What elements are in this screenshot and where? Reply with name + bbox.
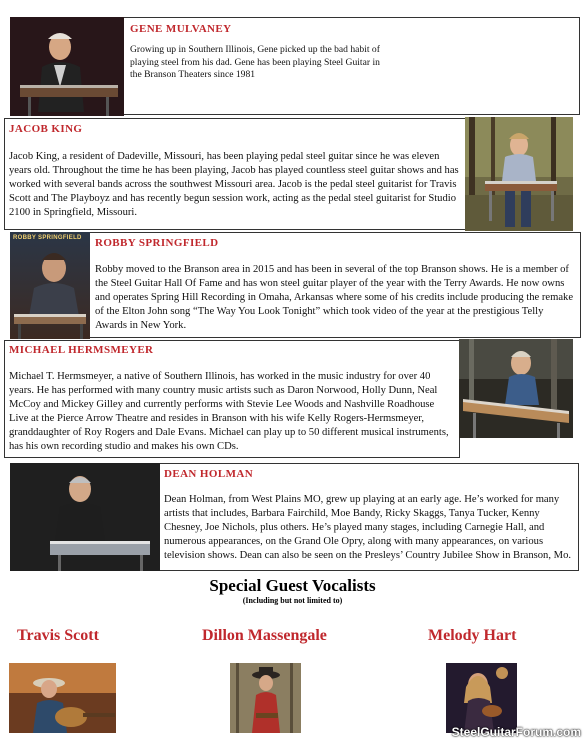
- musician-name: GENE MULVANEY: [130, 23, 232, 35]
- photo-melody-hart: [446, 663, 517, 733]
- musician-bio: Jacob King, a resident of Dadeville, Missouri, has been playing pedal steel guitar since he was eleven years old. Throughout the time he has been playing, Jacob has played countless steel guitar shows and has worked with several bands across the southwest Missouri area. Jacob is the pedal steel guitarist for Travis Scott and The Playboyz and has recently begun session work, acting as the pedal steel guitarist for Studio 2100 in Springfield, Missouri.: [9, 151, 459, 218]
- photo-robby-springfield: [10, 232, 90, 339]
- vocalist-name-melody-hart: Melody Hart: [428, 627, 517, 644]
- vocalist-name-dillon-massengale: Dillon Massengale: [202, 627, 327, 644]
- vocalist-name-travis-scott: Travis Scott: [17, 627, 99, 644]
- musician-bio: Michael T. Hermsmeyer, a native of Southern Illinois, has worked in the music industry for over 40 years. He has performed with many country music artists such as Daron Norwood, Holly Dunn, Neal McCoy and Mickey Gilley and currently performs with Stevie Lee Woods and Nashville Roadhouse Live at the Pierce Arrow Theatre and resides in Branson with his wife Kelly Rogers-Hermsmeyer, granddaughter of Roy Rogers and Dale Evans. Michael can play up to 50 different musical instruments, has his own recording studio and makes his own CDs.: [9, 371, 449, 452]
- photo-caption: ROBBY SPRINGFIELD: [13, 235, 82, 241]
- photo-dean-holman: [10, 463, 160, 571]
- photo-jacob-king: [465, 117, 573, 231]
- photo-travis-scott: [9, 663, 116, 733]
- musician-name: JACOB KING: [9, 123, 83, 135]
- musician-bio: Robby moved to the Branson area in 2015 and has been in several of the top Branson shows. He is a member of the Steel Guitar Hall Of Fame and has won steel guitar player of the year with the Terry Awards. He now owns and operates Spring Hill Recording in Omaha, Arkansas where some of his credits include producing the remake of the Elton John song “The Way You Look Tonight” which took video of the year at the prestigious Telly Awards in New York.: [95, 264, 574, 331]
- musician-name: MICHAEL HERMSMEYER: [9, 344, 154, 356]
- photo-gene-mulvaney: [10, 17, 124, 116]
- watermark: SteelGuitarForum.com: [451, 725, 581, 739]
- musician-name: DEAN HOLMAN: [164, 468, 254, 480]
- guests-subheading: (Including but not limited to): [242, 596, 343, 605]
- musician-bio: Growing up in Southern Illinois, Gene picked up the bad habit of playing steel from his dad. Gene has been playing Steel Guitar in the Branson Theaters since 1981: [130, 44, 380, 80]
- photo-dillon-massengale: [230, 663, 301, 733]
- musician-name: ROBBY SPRINGFIELD: [95, 237, 219, 249]
- musician-bio: Dean Holman, from West Plains MO, grew up playing at an early age. He’s worked for many artists that includes, Barbara Fairchild, Moe Bandy, Ricky Skaggs, Tanya Tucker, Kenny Chesney, Joe Nichols, plus others. He’s played many stages, including Carnegie Hall, and numerous appearances, on the Grand Ole Opry, along with many appearances, on various television shows. Dean can also be seen on the Presleys’ Country Jubilee Show in Branson, Mo.: [164, 494, 572, 561]
- photo-michael-hermsmeyer: [459, 339, 573, 438]
- guests-heading: Special Guest Vocalists: [209, 576, 376, 595]
